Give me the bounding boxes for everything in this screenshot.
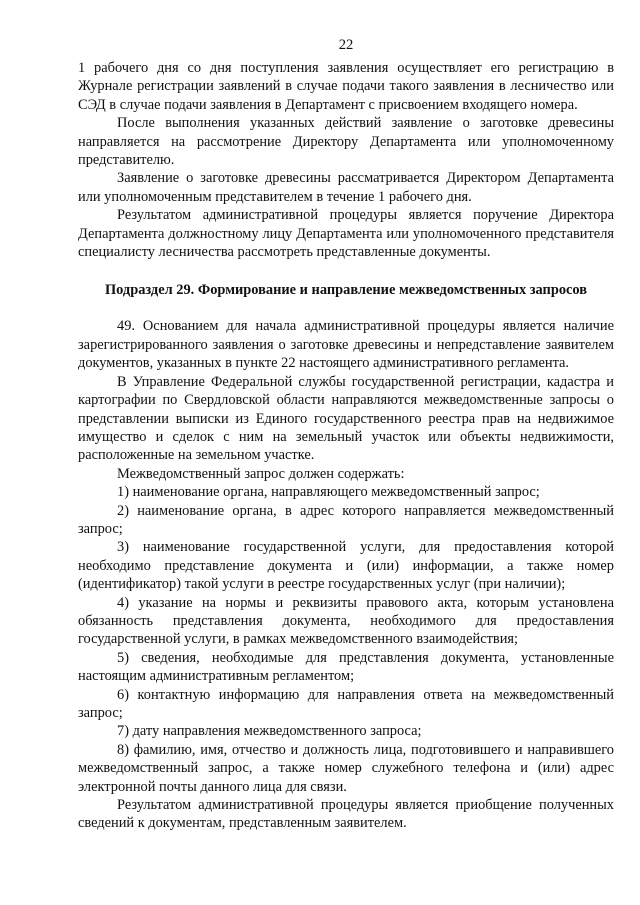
list-item-5: 5) сведения, необходимые для представления документа, установленные настоящим административным регламентом;: [78, 649, 614, 685]
list-item-3: 3) наименование государственной услуги, для предоставления которой необходимо представление документа и (или) информации, а также номер (идентификатор) такой услуги в реестре государственных услуг (при наличии);: [78, 539, 614, 593]
list-item-2: 2) наименование органа, в адрес которого направляется межведомственный запрос;: [78, 502, 614, 537]
paragraph-grounds: 49. Основанием для начала административной процедуры является наличие зарегистрированного заявления о заготовке древесины и непредставление заявителем документов, указанных в пункте 22 настоящего административного регламента.: [78, 318, 614, 372]
paragraph-review: Заявление о заготовке древесины рассматривается Директором Департамента или уполномоченным представителем в течение 1 рабочего дня.: [78, 170, 614, 205]
paragraph-request-contents: Межведомственный запрос должен содержать:: [117, 465, 405, 482]
list-item-1: 1) наименование органа, направляющего межведомственный запрос;: [117, 484, 540, 501]
page-number: 22: [338, 37, 354, 53]
paragraph-result-attachment: Результатом административной процедуры является приобщение полученных сведений к документам, представленным заявителем.: [78, 797, 614, 832]
paragraph-registration: 1 рабочего дня со дня поступления заявления осуществляет его регистрацию в Журнале регистрации заявлений в случае подачи такого заявления в лесничество или СЭД в случае подачи заявления в Департамент с присвоением входящего номера.: [78, 60, 614, 113]
subsection-heading: Подраздел 29. Формирование и направление межведомственных запросов: [104, 282, 588, 299]
list-item-4: 4) указание на нормы и реквизиты правового акта, которым установлена обязанность представления документа, необходимого для предоставления государственной услуги, в рамках межведомственного взаимодействия;: [78, 594, 614, 648]
list-item-8: 8) фамилию, имя, отчество и должность лица, подготовившего и направившего межведомственный запрос, а также номер служебного телефона и (или) адрес электронной почты данного лица для связи.: [78, 741, 614, 795]
document-page: [78, 36, 614, 833]
list-item-6: 6) контактную информацию для направления ответа на межведомственный запрос;: [78, 686, 614, 721]
list-item-7: 7) дату направления межведомственного запроса;: [117, 723, 422, 740]
paragraph-forwarding: После выполнения указанных действий заявление о заготовке древесины направляется на рассмотрение Директору Департамента или уполномоченному представителю.: [78, 115, 614, 169]
paragraph-rosreestr-requests: В Управление Федеральной службы государственной регистрации, кадастра и картографии по Свердловской области направляются межведомственные запросы о представлении выписки из Единого государственного реестра прав на недвижимое имущество и сделок с ним на земельный участок или объекты недвижимости, расположенные на земельном участке.: [78, 373, 614, 464]
paragraph-result-assignment: Результатом административной процедуры является поручение Директора Департамента должностному лицу Департамента или уполномоченного представителя специалисту лесничества рассмотреть представленные документы.: [78, 207, 614, 261]
